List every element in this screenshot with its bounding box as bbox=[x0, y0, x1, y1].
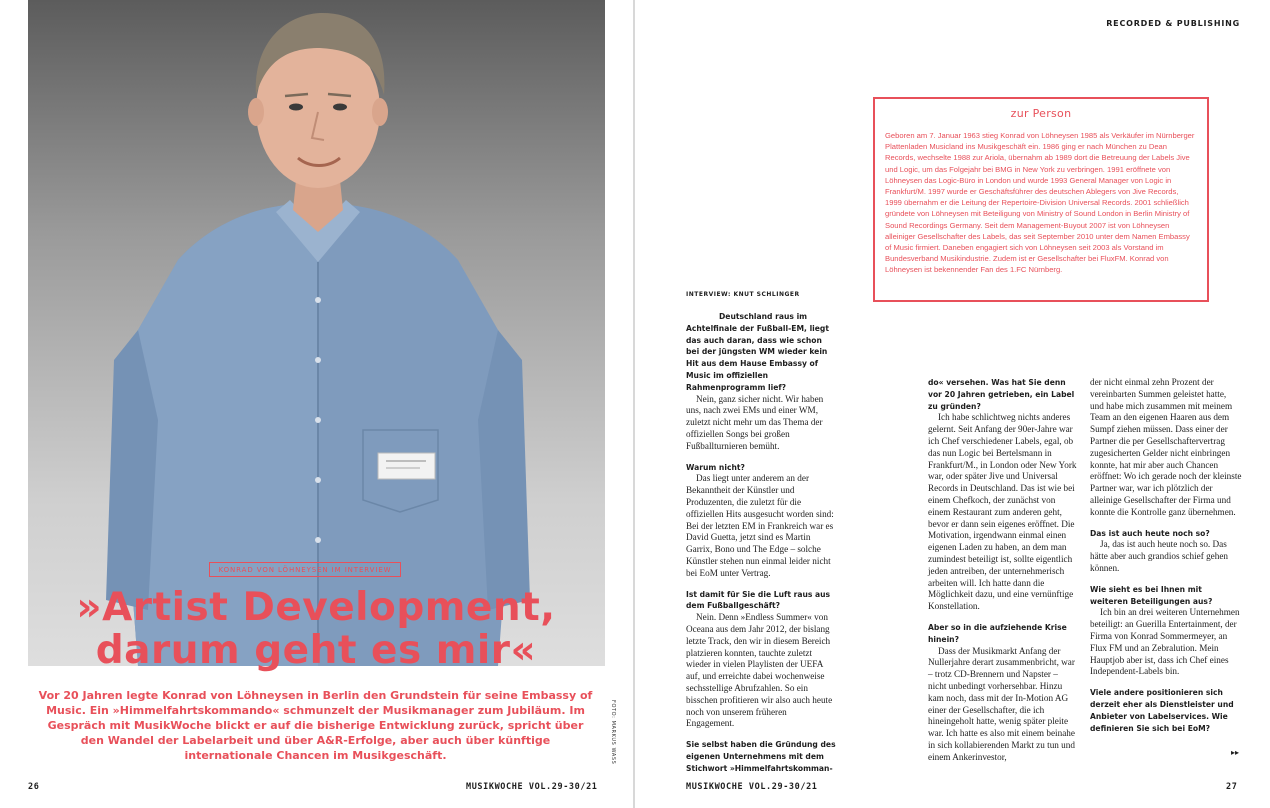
article-headline bbox=[36, 586, 596, 672]
question-paragraph: Viele andere positionieren sich derzeit eher als Dienstleister und Anbieter von Labelservices. Wie definieren Sie sich bei EoM? bbox=[1090, 688, 1234, 733]
question-paragraph: do« versehen. Was hat Sie denn vor 20 Jahren getrieben, ein Label zu gründen? bbox=[928, 378, 1075, 411]
text-column-3 bbox=[1090, 377, 1242, 734]
footer-issue-left: MUSIKWOCHE VOL.29-30/21 bbox=[466, 782, 598, 792]
question-paragraph: Wie sieht es bei Ihnen mit weiteren Beteiligungen aus? bbox=[1090, 584, 1213, 606]
headline-line-2: darum geht es mir« bbox=[95, 628, 537, 673]
question-paragraph: Ist damit für Sie die Luft raus aus dem Fußballgeschäft? bbox=[686, 589, 831, 611]
answer-paragraph: Ich habe schlichtweg nichts anderes gelernt. Seit Anfang der 90er-Jahre war ich Chef verschiedener Labels, egal, ob das nun Logic bei Bertelsmann in Frankfurt/M., in London oder New York war, oder später Jive und Universal Records in Deutschland. Das ist wie bei einem Chefkoch, der zunächst von einem Restaurant zum anderen geht, bevor er dann sein eigenes eröffnet. Die Motivation, irgendwann einmal einen eigenen Laden zu haben, an dem man zumindest beteiligt ist, sollte eigentlich jeden antreiben, der unternehmerisch arbeiten will. Ich hatte dann die Möglichkeit dazu, und eine vernünftige Konstellation. bbox=[928, 412, 1077, 612]
answer-paragraph: Das liegt unter anderem an der Bekanntheit der Künstler und Produzenten, die zuletzt für die offiziellen Hits ausgesucht worden sind: Bei der letzten EM in Frankreich war es David Guetta, jetzt sind es Martin Garrix, Bono und The Edge – solche Künstler stehen nun einmal leider nicht bei EoM unter Vertrag. bbox=[686, 473, 834, 578]
answer-paragraph: Dass der Musikmarkt Anfang der Nullerjahre derart zusammenbricht, war – trotz CD-Brennern und Napster – nicht unbedingt vorhersehbar. Hinzu kam noch, dass mit der In-Motion AG einer der Gesellschafter, die ich hineingeholt hatte, wenig später pleite war. Ich hatte es also mit einem beinahe in sich kollabierenden Markt zu tun und einem Ankerinvestor, bbox=[928, 645, 1075, 762]
section-label-right: RECORDED & PUBLISHING bbox=[1106, 19, 1240, 28]
text-column-1 bbox=[686, 311, 836, 774]
page-number-left: 26 bbox=[28, 782, 40, 792]
continue-arrow-icon: ▸▸ bbox=[1231, 748, 1240, 757]
footer-issue-right: MUSIKWOCHE VOL.29-30/21 bbox=[686, 782, 818, 792]
answer-paragraph: Ich bin an drei weiteren Unternehmen beteiligt: an Guerilla Entertainment, der Firma von Konrad Sommermeyer, an Flux FM und an Zebralution. Mein Hauptjob aber ist, dass ich Chef eines Independent-Labels bin. bbox=[1090, 607, 1240, 677]
person-info-box bbox=[873, 97, 1209, 302]
photo-credit: FOTO: MARKUS WASS bbox=[610, 700, 616, 765]
kicker-label: KONRAD VON LÖHNEYSEN IM INTERVIEW bbox=[209, 562, 401, 577]
person-box-text: Geboren am 7. Januar 1963 stieg Konrad von Löhneysen 1985 als Verkäufer im Nürnberger Plattenladen Musicland ins Musikgeschäft ein. 1986 ging er nach München zu Dean Records, wechselte 1988 zur Ariola, übernahm ab 1989 dort die Betreuung der Labels Jive und Logic, um das Folgejahr bei BMG in New York zu verbringen. 1991 eröffnete von Löhneysen das Logic-Büro in London und wurde 1993 General Manager von Logic in Frankfurt/M. 1997 wurde er Geschäftsführer des deutschen Ablegers von Jive Records, 1999 übernahm er die Leitung der Repertoire-Division Universal Records. 2001 schließlich gründete von Löhneysen mit Beteiligung von Ministry of Sound London in Berlin Ministry of Sound Recordings Germany. Seit dem Management-Buyout 2007 ist von Löhneysen alleiniger Gesellschafter des Labels, das seit September 2010 unter dem Namen Embassy of Music firmiert. Daneben engagiert sich von Löhneysen seit 2003 als Vorstand im Bundesverband Musikindustrie. Zudem ist er Gesellschafter bei FluxFM. Konrad von Löhneysen ist bekennender Fan des 1.FC Nürnberg. bbox=[885, 131, 1195, 275]
question-paragraph: Sie selbst haben die Gründung des eigenen Unternehmens mit dem Stichwort »Himmelfahrtskomman- bbox=[686, 740, 836, 773]
answer-paragraph: Nein. Denn »Endless Summer« von Oceana aus dem Jahr 2012, der bislang letzte Track, den wir in diesem Bereich platzieren konnten, tauchte zuletzt wieder in vielen Playlisten der UEFA auf, und erreichte dabei wochenweise sechsstellige Abrufzahlen. So ein bisschen profitieren wir also auch heute noch von unserem früheren Engagement. bbox=[686, 612, 833, 729]
interview-byline: INTERVIEW: KNUT SCHLINGER bbox=[686, 291, 800, 298]
question-paragraph: Warum nicht? bbox=[686, 462, 745, 472]
text-column-2 bbox=[928, 377, 1078, 764]
article-lead: Vor 20 Jahren legte Konrad von Löhneysen in Berlin den Grundstein für seine Embassy of Music. Ein »Himmelfahrtskommando« schmunzelt der Musikmanager zum Jubiläum. Im Gespräch mit MusikWoche blickt er auf die bisherige Entwicklung zurück, spricht über den Wandel der Labelarbeit und über A&R-Erfolge, aber auch über künftige internationale Chancen im Musikgeschäft. bbox=[38, 689, 593, 762]
page-gutter bbox=[633, 0, 635, 808]
page-number-right: 27 bbox=[1226, 782, 1238, 792]
question-paragraph: Das ist auch heute noch so? bbox=[1090, 528, 1210, 538]
headline-line-1: »Artist Development, bbox=[76, 585, 556, 630]
answer-paragraph: der nicht einmal zehn Prozent der vereinbarten Summen geleistet hatte, und habe mich zusammen mit meinem Team an den eigenen Haaren aus dem Sumpf ziehen müssen. Dass einer der Partner die per Gesellschaftervertrag zugesicherten Gelder nicht einbringen konnte, hat mir aber auch Chancen eröffnet: Wo ich gerade noch der kleinste Partner war, war ich plötzlich der alleinige Gesellschafter der Firma und konnte die Kontrolle ganz übernehmen. bbox=[1090, 377, 1242, 517]
question-paragraph: Aber so in die aufziehende Krise hinein? bbox=[928, 622, 1067, 644]
answer-paragraph: Ja, das ist auch heute noch so. Das hätte aber auch grandios schief gehen können. bbox=[1090, 539, 1229, 573]
person-box-title: zur Person bbox=[1010, 107, 1072, 120]
answer-paragraph: Nein, ganz sicher nicht. Wir haben uns, nach zwei EMs und einer WM, zuletzt nicht mehr um das Thema der offiziellen Songs bei großen Fußballturnieren bemüht. bbox=[686, 393, 824, 451]
intro-question: Deutschland raus im Achtelfinale der Fußball-EM, liegt das auch daran, dass wie schon bei der jüngsten WM wieder kein Hit aus dem Hause Embassy of Music im offiziellen Rahmenprogramm lief? bbox=[686, 312, 829, 392]
